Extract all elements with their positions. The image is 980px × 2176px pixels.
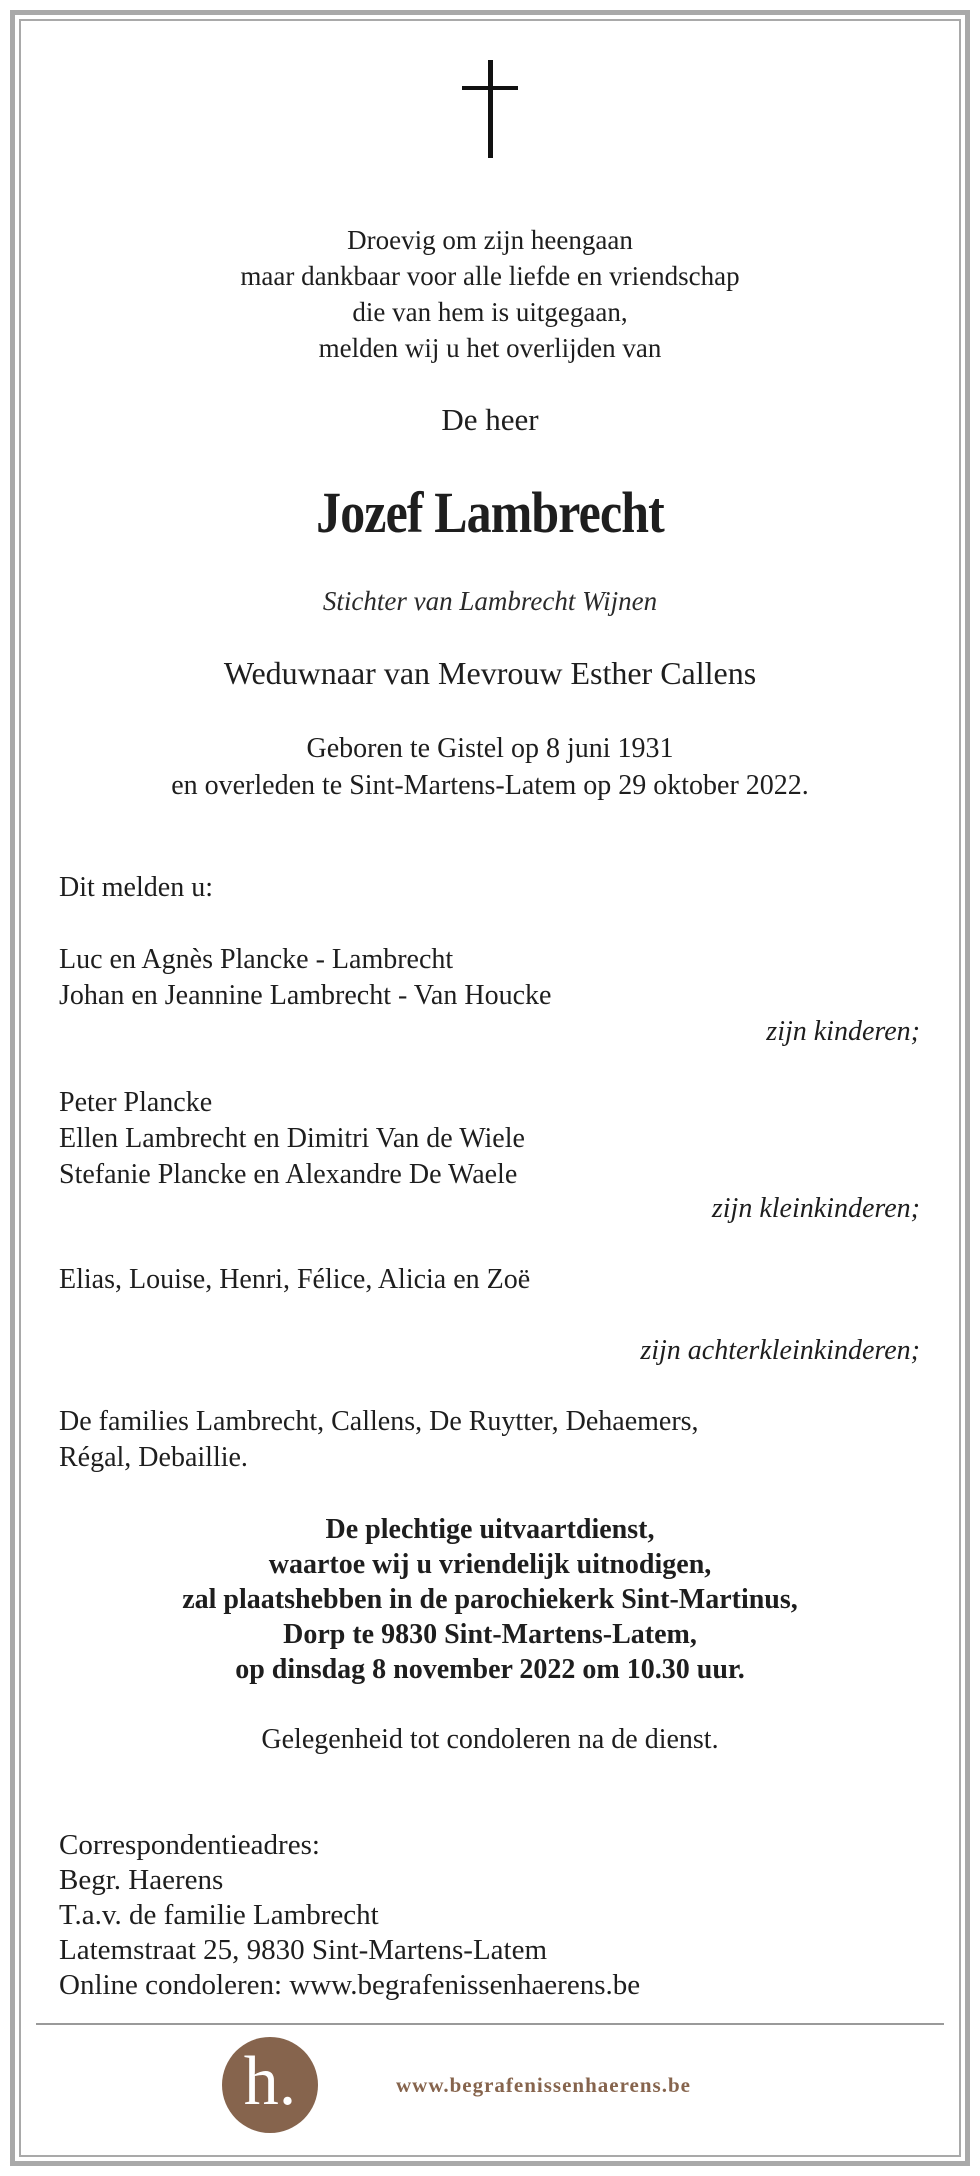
deceased-name: Jozef Lambrecht — [316, 480, 664, 545]
funeral-line: Dorp te 9830 Sint-Martens-Latem, — [283, 1619, 697, 1650]
grandchild-line: Stefanie Plancke en Alexandre De Waele — [59, 1159, 518, 1190]
families-line: Régal, Debaillie. — [59, 1442, 248, 1473]
logo-letter: h. — [243, 2043, 297, 2120]
families-line: De families Lambrecht, Callens, De Ruytter, Dehaemers, — [59, 1406, 699, 1437]
families-list — [59, 1404, 919, 1476]
h-logo-icon — [222, 2037, 318, 2133]
death-line: en overleden te Sint-Martens-Latem op 29 oktober 2022. — [171, 770, 809, 801]
birth-line: Geboren te Gistel op 8 juni 1931 — [306, 733, 674, 764]
deceased-subtitle: Stichter van Lambrecht Wijnen — [322, 586, 658, 616]
children-list — [59, 942, 919, 1014]
funeral-line: De plechtige uitvaartdienst, — [325, 1514, 655, 1545]
address-line: Begr. Haerens — [59, 1864, 224, 1896]
intro-text — [60, 222, 920, 366]
grandchildren-label: zijn kleinkinderen; — [711, 1193, 920, 1224]
grandchildren-list — [59, 1085, 919, 1193]
funeral-line: zal plaatshebben in de parochiekerk Sint-Martinus, — [182, 1584, 798, 1615]
correspondence-address — [59, 1828, 919, 2003]
widow-line: Weduwnaar van Mevrouw Esther Callens — [223, 655, 757, 691]
address-line: T.a.v. de familie Lambrecht — [59, 1899, 379, 1931]
children-label: zijn kinderen; — [766, 1016, 920, 1047]
funeral-line: op dinsdag 8 november 2022 om 10.30 uur. — [235, 1654, 745, 1685]
address-line: Correspondentieadres: — [59, 1829, 320, 1861]
footer-divider — [36, 2023, 944, 2025]
intro-line: melden wij u het overlijden van — [318, 333, 662, 363]
announce-line — [59, 870, 919, 906]
funeral-line: waartoe wij u vriendelijk uitnodigen, — [268, 1549, 712, 1580]
child-line: Luc en Agnès Plancke - Lambrecht — [59, 944, 454, 975]
grandchild-line: Peter Plancke — [59, 1087, 213, 1118]
grandchild-line: Ellen Lambrecht en Dimitri Van de Wiele — [59, 1123, 525, 1154]
condolence-note: Gelegenheid tot condoleren na de dienst. — [261, 1724, 719, 1755]
child-line: Johan en Jeannine Lambrecht - Van Houcke — [59, 980, 552, 1011]
intro-line: maar dankbaar voor alle liefde en vriendschap — [240, 261, 740, 291]
address-line: Online condoleren: www.begrafenissenhaerens.be — [59, 1969, 641, 2001]
intro-line: Droevig om zijn heengaan — [347, 225, 633, 255]
announce-text: Dit melden u: — [59, 872, 213, 903]
funeral-details — [60, 1512, 920, 1687]
intro-line: die van hem is uitgegaan, — [352, 297, 628, 327]
cross-icon — [460, 60, 520, 160]
footer-website-link[interactable]: www.begrafenissenhaerens.be — [396, 2073, 691, 2097]
greatgrandchildren-label: zijn achterkleinkinderen; — [640, 1335, 920, 1366]
life-dates — [60, 730, 920, 804]
honorific: De heer — [441, 402, 539, 437]
greatgrandchild-line: Elias, Louise, Henri, Félice, Alicia en Zoë — [59, 1264, 531, 1295]
greatgrandchildren-list — [59, 1262, 919, 1298]
address-line: Latemstraat 25, 9830 Sint-Martens-Latem — [59, 1934, 548, 1966]
